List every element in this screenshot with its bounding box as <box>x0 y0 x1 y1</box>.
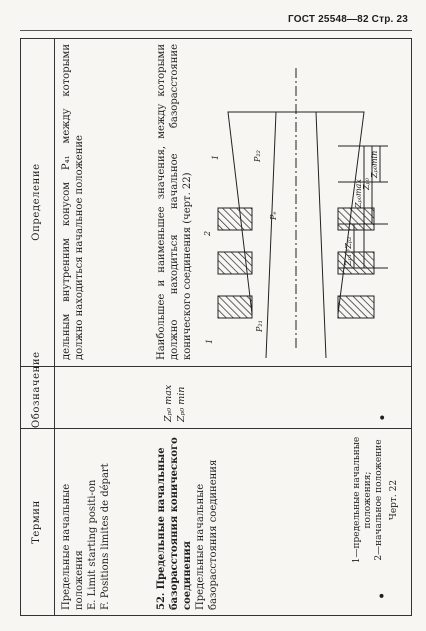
drawing-22 <box>188 40 408 358</box>
bullet-mark: • <box>375 591 391 600</box>
ring-top-1 <box>218 296 252 318</box>
header-terms: Термин <box>31 500 42 544</box>
header-row-rule <box>54 38 55 616</box>
label-p21: P₂₁ <box>255 320 264 332</box>
label-zpstar: Zₚ₁ ʸZₚ₂ <box>344 236 353 266</box>
row2-symbol-max: Zₚ₀ max <box>163 384 174 422</box>
drawing-title: Черт. 22 <box>389 479 399 521</box>
row2-definition: Наибольшее и наименьшее значения, между которыми должно находиться начальное базорасстояние конического соединения (черт. 22) <box>156 44 193 360</box>
row1-term-fr: F. Positions limites de départ <box>100 463 111 610</box>
label-2: 2 <box>203 230 212 236</box>
column-symbol <box>20 351 412 428</box>
header-symbol: Обозначение <box>31 351 42 428</box>
row2-symbol-min: Zₚ₀ min <box>176 386 187 422</box>
label-p22: P₂₂ <box>253 150 262 162</box>
label-1a: 1 <box>211 154 220 160</box>
caption-line-1: 1—предельные начальные положения; <box>352 436 373 564</box>
row2-term-bold: Предельные начальные базорасстояния конического соединения <box>156 437 193 610</box>
page-header: ГОСТ 25548—82 Стр. 23 <box>288 14 408 25</box>
caption-line-2: 2—начальное положение <box>374 439 384 561</box>
header-definition: Определение <box>31 163 42 241</box>
caption-frame <box>352 420 412 580</box>
ring-top-2 <box>218 252 252 274</box>
header-rule <box>20 30 412 31</box>
row1-terms <box>60 434 112 610</box>
label-zp0min: Zₚ₀min <box>370 150 379 178</box>
label-zp0max: Zₚ₀max <box>354 179 363 208</box>
ring-bottom-1 <box>338 296 374 318</box>
row1-term-ru: Предельные начальные положения <box>61 483 85 610</box>
label-zp0: Zₚ₀ <box>362 178 371 190</box>
ring-bottom-3 <box>338 208 374 230</box>
row1-term-en: E. Limit starting positi-on <box>87 479 98 610</box>
dot-mark: • <box>378 411 387 427</box>
ring-top-3 <box>218 208 252 230</box>
row1-definition: дельным внутренним конусом P₄₁ между которыми должно находиться начальное положение <box>61 44 85 360</box>
row2-term-plain: Предельные начальные базорасстояния соединения <box>195 459 219 610</box>
row2-number: 52. <box>156 592 167 610</box>
row2-symbol <box>162 368 188 422</box>
row2-terms <box>155 434 220 610</box>
label-pe: Pₑ <box>269 211 278 220</box>
label-1b: 1 <box>205 338 214 344</box>
